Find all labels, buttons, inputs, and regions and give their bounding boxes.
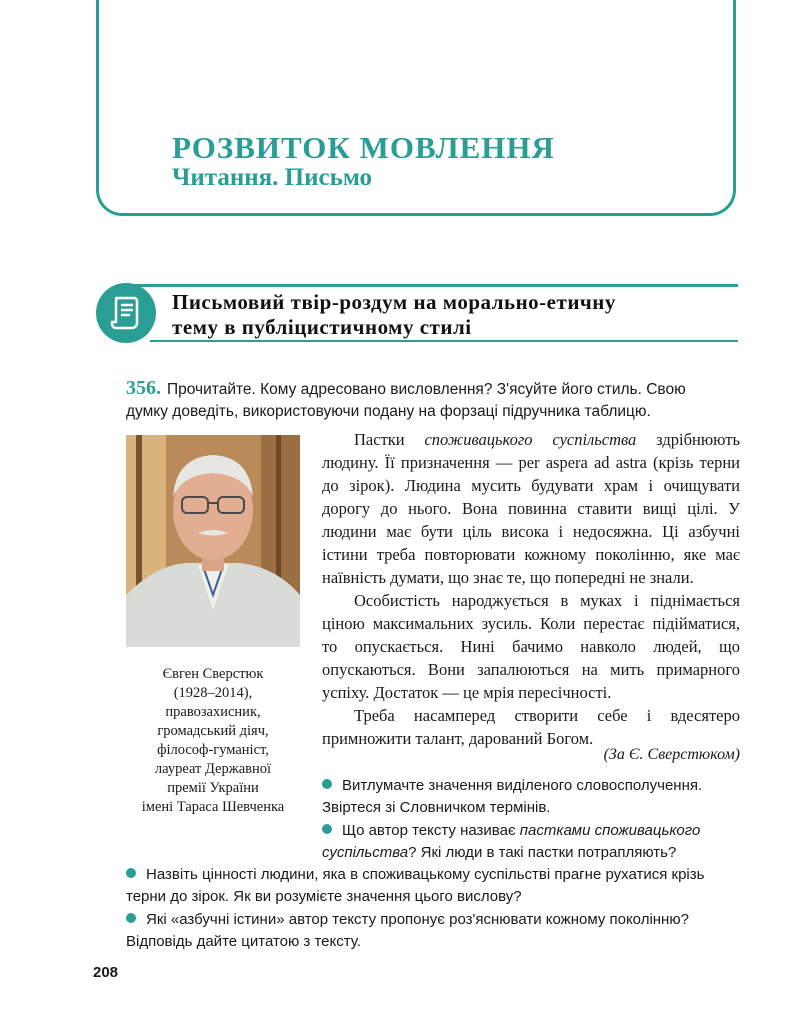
portrait-photo xyxy=(126,435,300,647)
topic-heading: Письмовий твір-роздум на морально-етичну тему в публіцистичному стилі xyxy=(172,290,616,339)
question-3: Назвіть цінності людини, яка в споживацькому суспільстві прагне рухатися крізь терни до зірок. Як ви розумієте значення цього вислову? xyxy=(126,866,705,905)
highlighted-phrase: споживацького суспільства xyxy=(424,430,637,449)
exercise-number: 356. xyxy=(126,377,161,399)
topic-rule-bottom xyxy=(150,340,738,342)
quote-paragraph-2: Особистість народжується в муках і піднімається ціною максимальних зусиль. Коли перестає підійматися, то опускається. Нині бачимо навколо людей, що опускаються. Вони запалюються на мить примарного успіху. Достаток — це мрія пересічності. xyxy=(322,591,740,702)
topic-rule-top xyxy=(120,284,738,287)
photo-caption: Євген Сверстюк (1928–2014), правозахисник, громадський діяч, філософ-гуманіст, лауреат Державної премії України імені Тараса Шевченка xyxy=(141,666,285,815)
question-4: Які «азбучні істини» автор тексту пропонує роз'яснювати кожному поколінню? Відповідь дайте цитатою з тексту. xyxy=(126,911,689,950)
quote-paragraph-3: Треба насамперед створити себе і вдесятеро примножити талант, дарований Богом. xyxy=(322,706,740,748)
scroll-document-icon xyxy=(110,295,142,331)
quote-paragraph-1: Пастки споживацького суспільства здрібнюють людину. Її призначення — per aspera ad astra (крізь терни до зірок). Людина мусить будувати храм і очищувати дорогу до нього. Вона повинна ставити вищі цілі. У людини має бути ціль висока і недосяжна. Ці азбучні істини треба повторювати кожному поколінню, яке має наївність думати, що знає те, що попередні не знали. xyxy=(322,430,740,587)
bullet-icon xyxy=(126,913,136,923)
quote-text xyxy=(322,428,740,750)
page-number: 208 xyxy=(93,964,119,981)
section-subtitle: Читання. Письмо xyxy=(172,164,373,191)
question-1: Витлумачте значення виділеного словосполучення. Звіртеся зі Словничком термінів. xyxy=(322,777,703,816)
exercise-task: 356. Прочитайте. Кому адресовано висловлення? З'ясуйте його стиль. Свою думку доведіть, використовуючи подану на форзаці підручника таблицю. xyxy=(126,377,686,420)
bullet-icon xyxy=(322,824,332,834)
bullet-icon xyxy=(126,868,136,878)
topic-badge xyxy=(96,283,156,343)
bullet-icon xyxy=(322,779,332,789)
section-title: РОЗВИТОК МОВЛЕННЯ xyxy=(172,130,555,165)
question-2: Що автор тексту називає пастками споживацького суспільства? Які люди в такі пастки потрапляють? xyxy=(322,822,701,861)
quote-source: (За Є. Сверстюком) xyxy=(603,746,740,763)
